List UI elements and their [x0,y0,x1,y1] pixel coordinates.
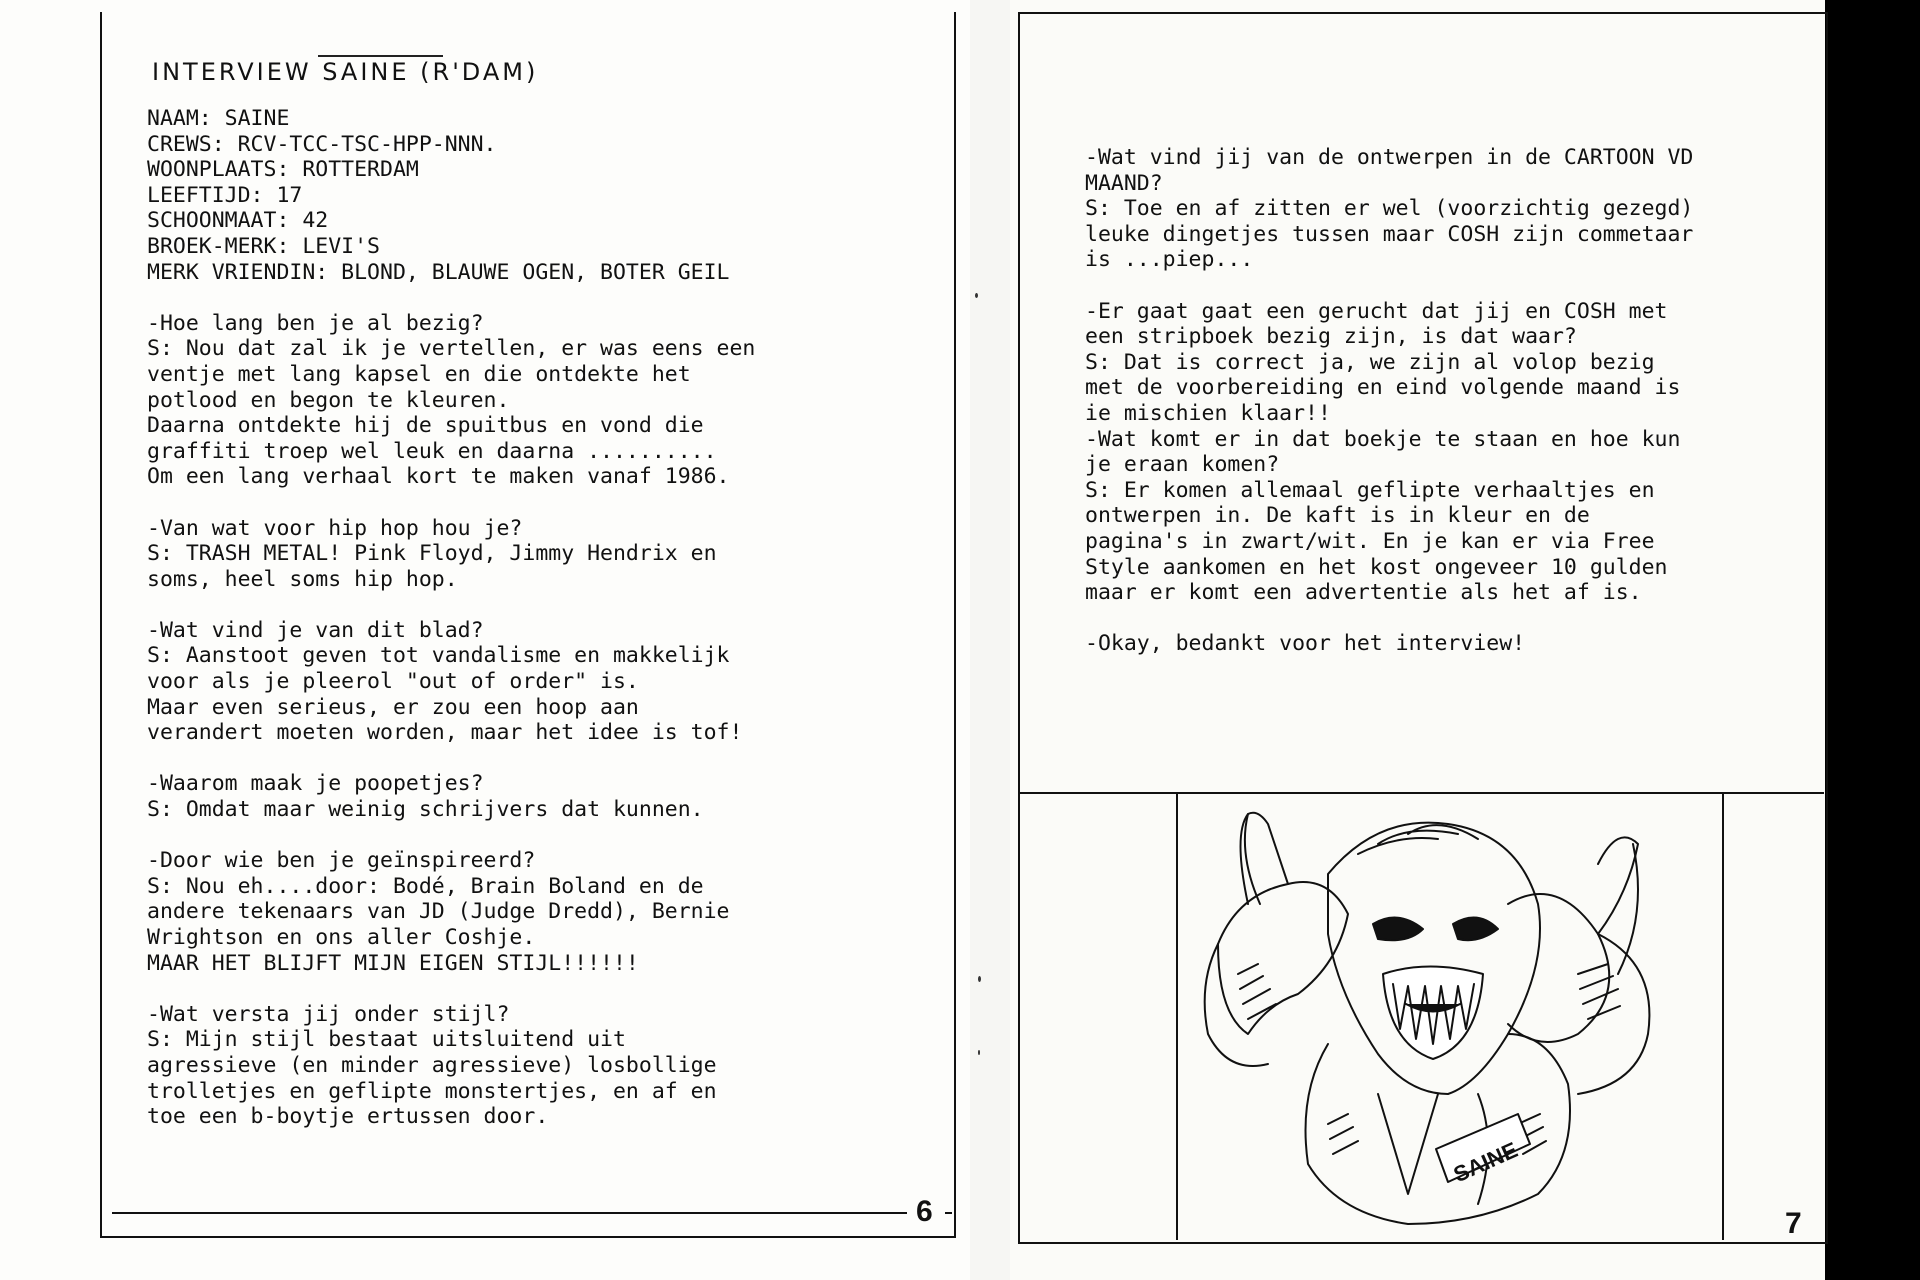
spine [970,0,1010,1280]
scan-speck [975,293,978,298]
page-number-right: 7 [1785,1207,1802,1240]
scan-speck [978,976,981,982]
page-number-left: 6 [916,1195,933,1228]
cartoon-panel-right-divider [1722,792,1724,1240]
saine-monster-illustration [1178,794,1722,1240]
illustration-signature: SAINE [1449,1137,1522,1188]
right-claw-shape [1598,837,1638,934]
left-claw-shape [1241,813,1289,904]
left-page-footer-rule [112,1212,907,1214]
title-underline-decoration [318,55,443,57]
scan-speck [978,1050,980,1055]
left-page-footer-rule-end [945,1212,952,1214]
interview-title: INTERVIEW SAINE (R'DAM) [152,58,539,86]
left-page-body-text: NAAM: SAINE CREWS: RCV-TCC-TSC-HPP-NNN. WOONPLAATS: ROTTERDAM LEEFTIJD: 17 SCHOONMAAT: 42 BROEK-MERK: LEVI'S MERK VRIENDIN: BLOND, BLAUWE OGEN, BOTER GEIL -Hoe lang ben je al bezig? S: Nou dat zal ik je vertellen, er was eens een ventje met lang kapsel en die ontdekte het potlood en begon te kleuren. Daarna ontdekte hij de spuitbus en vond die graffiti troep wel leuk en daarna .......... Om een lang verhaal kort te maken vanaf 1986. -Van wat voor hip hop hou je? S: TRASH METAL! Pink Floyd, Jimmy Hendrix en soms, heel soms hip hop. -Wat vind je van dit blad? S: Aanstoot geven tot vandalisme en makkelijk voor als je pleerol "out of order" is. Maar even serieus, er zou een hoop aan verandert moeten worden, maar het idee is tof! -Waarom maak je poopetjes? S: Omdat maar weinig schrijvers dat kunnen. -Door wie ben je geïnspireerd? S: Nou eh....door: Bodé, Brain Boland en de andere tekenaars van JD (Judge Dredd), Bernie Wrightson en ons aller Coshje. MAAR HET BLIJFT MIJN EIGEN STIJL!!!!!! -Wat versta jij onder stijl? S: Mijn stijl bestaat uitsluitend uit agressieve (en minder agressieve) losbollige trolletjes en geflipte monstertjes, en af en toe een b-boytje ertussen door. [147,106,756,1130]
right-page-body-text: -Wat vind jij van de ontwerpen in de CARTOON VD MAAND? S: Toe en af zitten er wel (voorzichtig gezegd) leuke dingetjes tussen maar COSH zijn commetaar is ...piep... -Er gaat gaat een gerucht dat jij en COSH met een stripboek bezig zijn, is dat waar? S: Dat is correct ja, we zijn al volop bezig met de voorbereiding en eind volgende maand is ie mischien klaar!! -Wat komt er in dat boekje te staan en hoe kun je eraan komen? S: Er komen allemaal geflipte verhaaltjes en ontwerpen in. De kaft is in kleur en de pagina's in zwart/wit. En je kan er via Free Style aankomen en het kost ongeveer 10 gulden maar er komt een advertentie als het af is. -Okay, bedankt voor het interview! [1085,145,1694,657]
